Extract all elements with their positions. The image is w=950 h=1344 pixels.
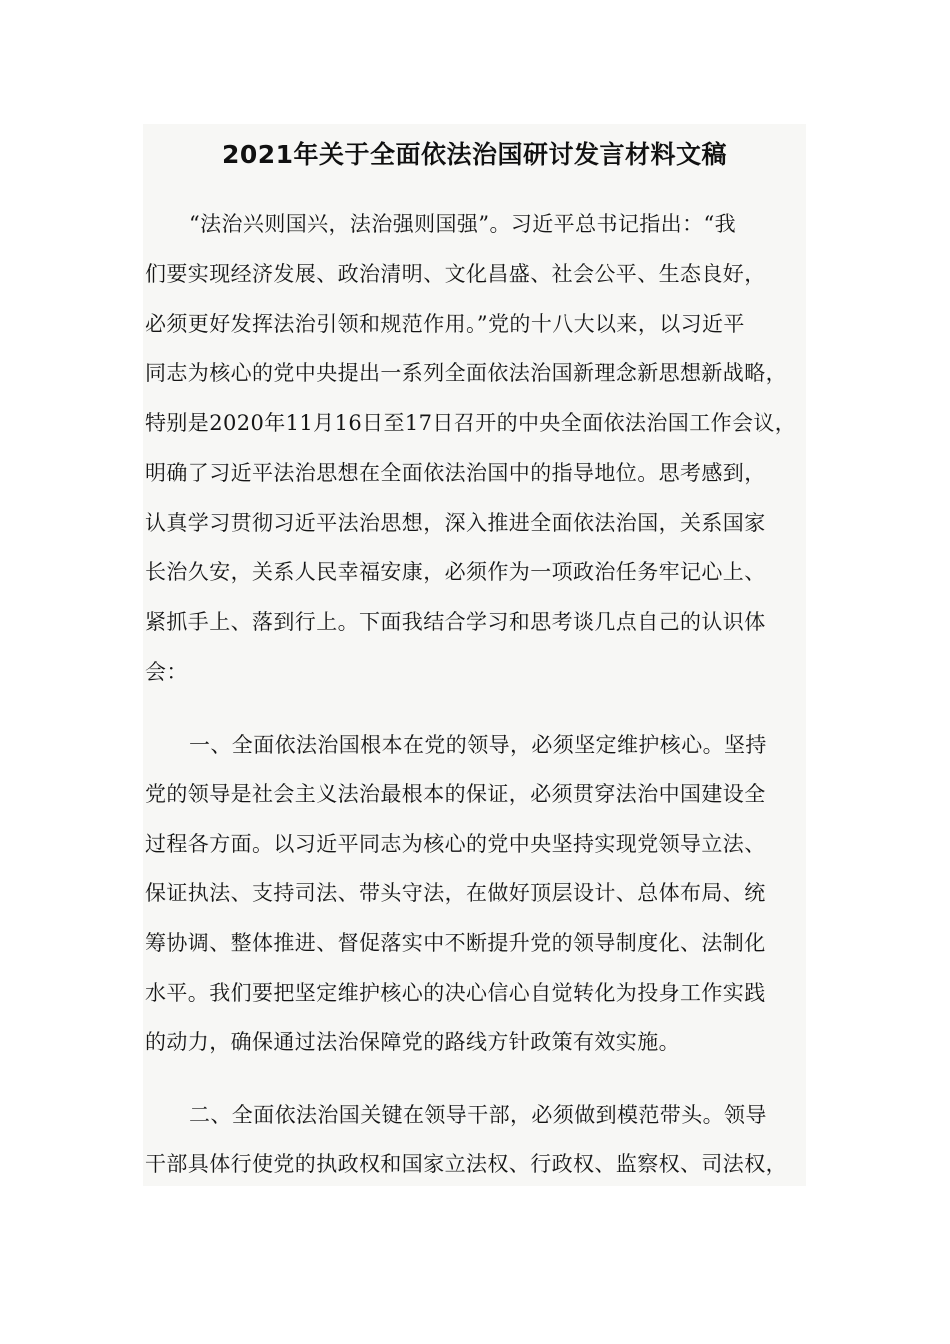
- intro-line: 明确了习近平法治思想在全面依法治国中的指导地位。思考感到，: [145, 461, 766, 485]
- intro-line: 特别是2020年11月16日至17日召开的中央全面依法治国工作会议，: [145, 411, 797, 435]
- intro-line: 会：: [145, 660, 188, 684]
- section1-line: 筹协调、整体推进、督促落实中不断提升党的领导制度化、法制化: [145, 931, 766, 955]
- intro-line: 长治久安，关系人民幸福安康，必须作为一项政治任务牢记心上、: [145, 560, 766, 584]
- intro-line: 认真学习贯彻习近平法治思想，深入推进全面依法治国，关系国家: [145, 511, 766, 535]
- intro-line: 同志为核心的党中央提出一系列全面依法治国新理念新思想新战略，: [145, 361, 787, 385]
- document-title: 2021年关于全面依法治国研讨发言材料文稿: [221, 140, 728, 169]
- intro-line: 紧抓手上、落到行上。下面我结合学习和思考谈几点自己的认识体: [145, 610, 766, 634]
- section1-line: 党的领导是社会主义法治最根本的保证，必须贯穿法治中国建设全: [145, 782, 766, 806]
- intro-line: “法治兴则国兴，法治强则国强”。习近平总书记指出：“我: [189, 212, 737, 236]
- section2-line: 二、全面依法治国关键在领导干部，必须做到模范带头。领导: [189, 1103, 767, 1127]
- section1-line: 保证执法、支持司法、带头守法，在做好顶层设计、总体布局、统: [145, 881, 766, 905]
- intro-line: 们要实现经济发展、政治清明、文化昌盛、社会公平、生态良好，: [145, 262, 766, 286]
- section1-line: 的动力，确保通过法治保障党的路线方针政策有效实施。: [145, 1030, 680, 1054]
- section1-line: 过程各方面。以习近平同志为核心的党中央坚持实现党领导立法、: [145, 832, 766, 856]
- section1-line: 一、全面依法治国根本在党的领导，必须坚定维护核心。坚持: [189, 733, 767, 757]
- section1-line: 水平。我们要把坚定维护核心的决心信心自觉转化为投身工作实践: [145, 981, 766, 1005]
- intro-line: 必须更好发挥法治引领和规范作用。”党的十八大以来，以习近平: [145, 312, 745, 336]
- section2-line: 干部具体行使党的执政权和国家立法权、行政权、监察权、司法权，: [145, 1152, 787, 1176]
